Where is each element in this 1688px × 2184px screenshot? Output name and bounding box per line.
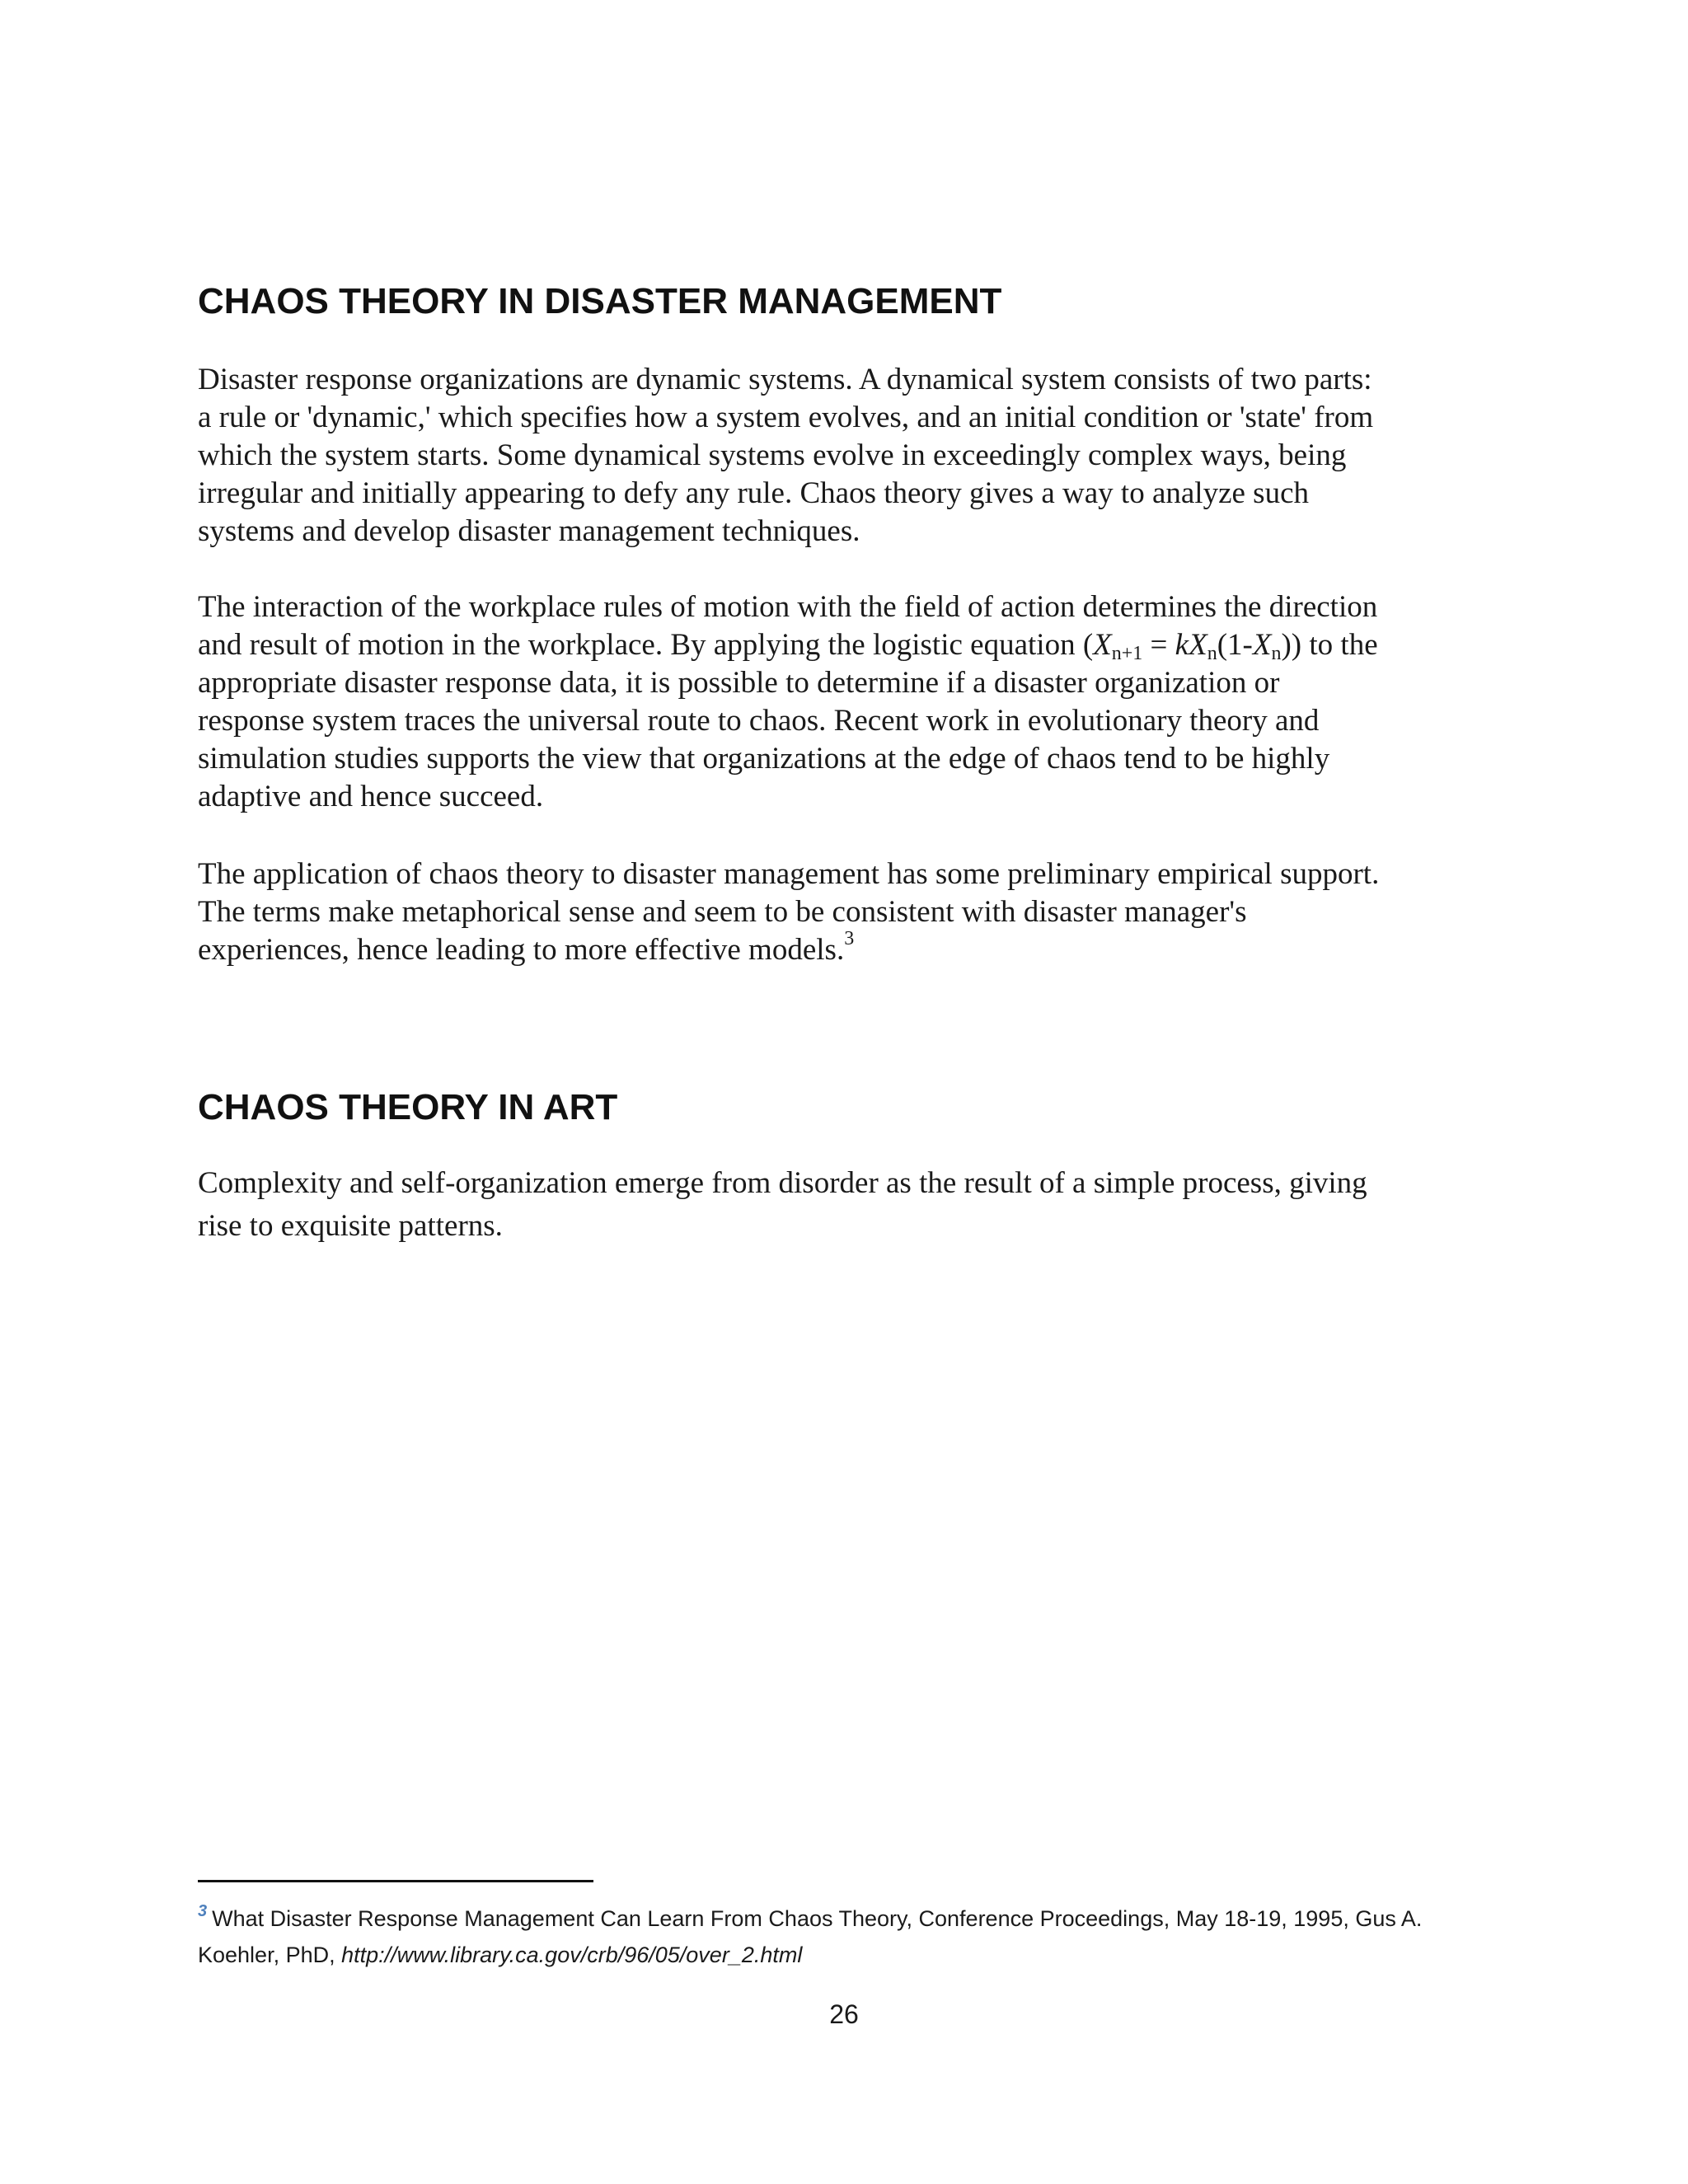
section-heading-art: CHAOS THEORY IN ART: [198, 1087, 618, 1127]
paragraph-logistic-equation: [198, 588, 1484, 816]
footnote-text: Koehler, PhD,: [198, 1943, 342, 1967]
footnote-reference[interactable]: 3: [844, 928, 855, 949]
equation-equals: =: [1142, 628, 1175, 662]
paragraph-line-with-equation: [198, 626, 1484, 664]
footnote-mark: 3: [198, 1902, 208, 1920]
equation-variable-x: X: [1252, 628, 1272, 662]
paragraph-line: irregular and initially appearing to defy any rule. Chaos theory gives a way to analyze such: [198, 476, 1309, 510]
paragraph-line: Disaster response organizations are dynamic systems. A dynamical system consists of two parts:: [198, 363, 1372, 396]
paragraph-empirical-support: [198, 855, 1484, 969]
paragraph-line: simulation studies supports the view that organizations at the edge of chaos tend to be highly: [198, 742, 1330, 776]
logistic-equation: [1093, 628, 1301, 662]
paragraph-line: a rule or 'dynamic,' which specifies how a system evolves, and an initial condition or 'state' from: [198, 401, 1374, 434]
equation-subscript: n+1: [1111, 643, 1143, 664]
footnote-url-link[interactable]: http://www.library.ca.gov/crb/96/05/over_2.html: [341, 1943, 803, 1967]
footnote-separator: [198, 1880, 593, 1882]
equation-close: )): [1281, 628, 1302, 662]
text-fragment: experiences, hence leading to more effective models.: [198, 933, 845, 967]
paragraph-line: which the system starts. Some dynamical systems evolve in exceedingly complex ways, being: [198, 438, 1347, 472]
equation-variable-k: k: [1175, 628, 1189, 662]
equation-subscript: n: [1207, 643, 1217, 664]
paragraph-line: appropriate disaster response data, it is possible to determine if a disaster organization or: [198, 666, 1280, 700]
paragraph-line: Complexity and self-organization emerge from disorder as the result of a simple process, giving: [198, 1166, 1367, 1200]
text-fragment: to the: [1301, 628, 1378, 662]
footnote-line: [198, 1937, 1484, 1973]
text-fragment: and result of motion in the workplace. By applying the logistic equation (: [198, 628, 1094, 662]
page-number: 26: [829, 1999, 859, 2029]
paragraph-line: rise to exquisite patterns.: [198, 1209, 503, 1243]
paragraph-line: adaptive and hence succeed.: [198, 780, 544, 813]
equation-variable-x: X: [1189, 628, 1207, 662]
paragraph-complexity: [198, 1162, 1484, 1248]
footnote-line: [198, 1900, 1484, 1937]
paragraph-line: The terms make metaphorical sense and seem to be consistent with disaster manager's: [198, 895, 1247, 929]
paragraph-line: systems and develop disaster management techniques.: [198, 514, 860, 548]
paragraph-line: The application of chaos theory to disaster management has some preliminary empirical support.: [198, 857, 1380, 891]
paragraph-line: response system traces the universal route to chaos. Recent work in evolutionary theory and: [198, 704, 1320, 738]
equation-variable-x: X: [1093, 628, 1112, 662]
paragraph-line: The interaction of the workplace rules of motion with the field of action determines the direction: [198, 590, 1378, 624]
section-heading-disaster-management: CHAOS THEORY IN DISASTER MANAGEMENT: [198, 281, 1002, 321]
equation-subscript: n: [1271, 643, 1282, 664]
paragraph-line: [198, 928, 1484, 969]
paragraph-dynamic-systems: [198, 361, 1484, 551]
equation-middle: (1-: [1217, 628, 1253, 662]
footnote-text: What Disaster Response Management Can Learn From Chaos Theory, Conference Proceedings, May 18-19, 1995, Gus A.: [212, 1906, 1423, 1931]
